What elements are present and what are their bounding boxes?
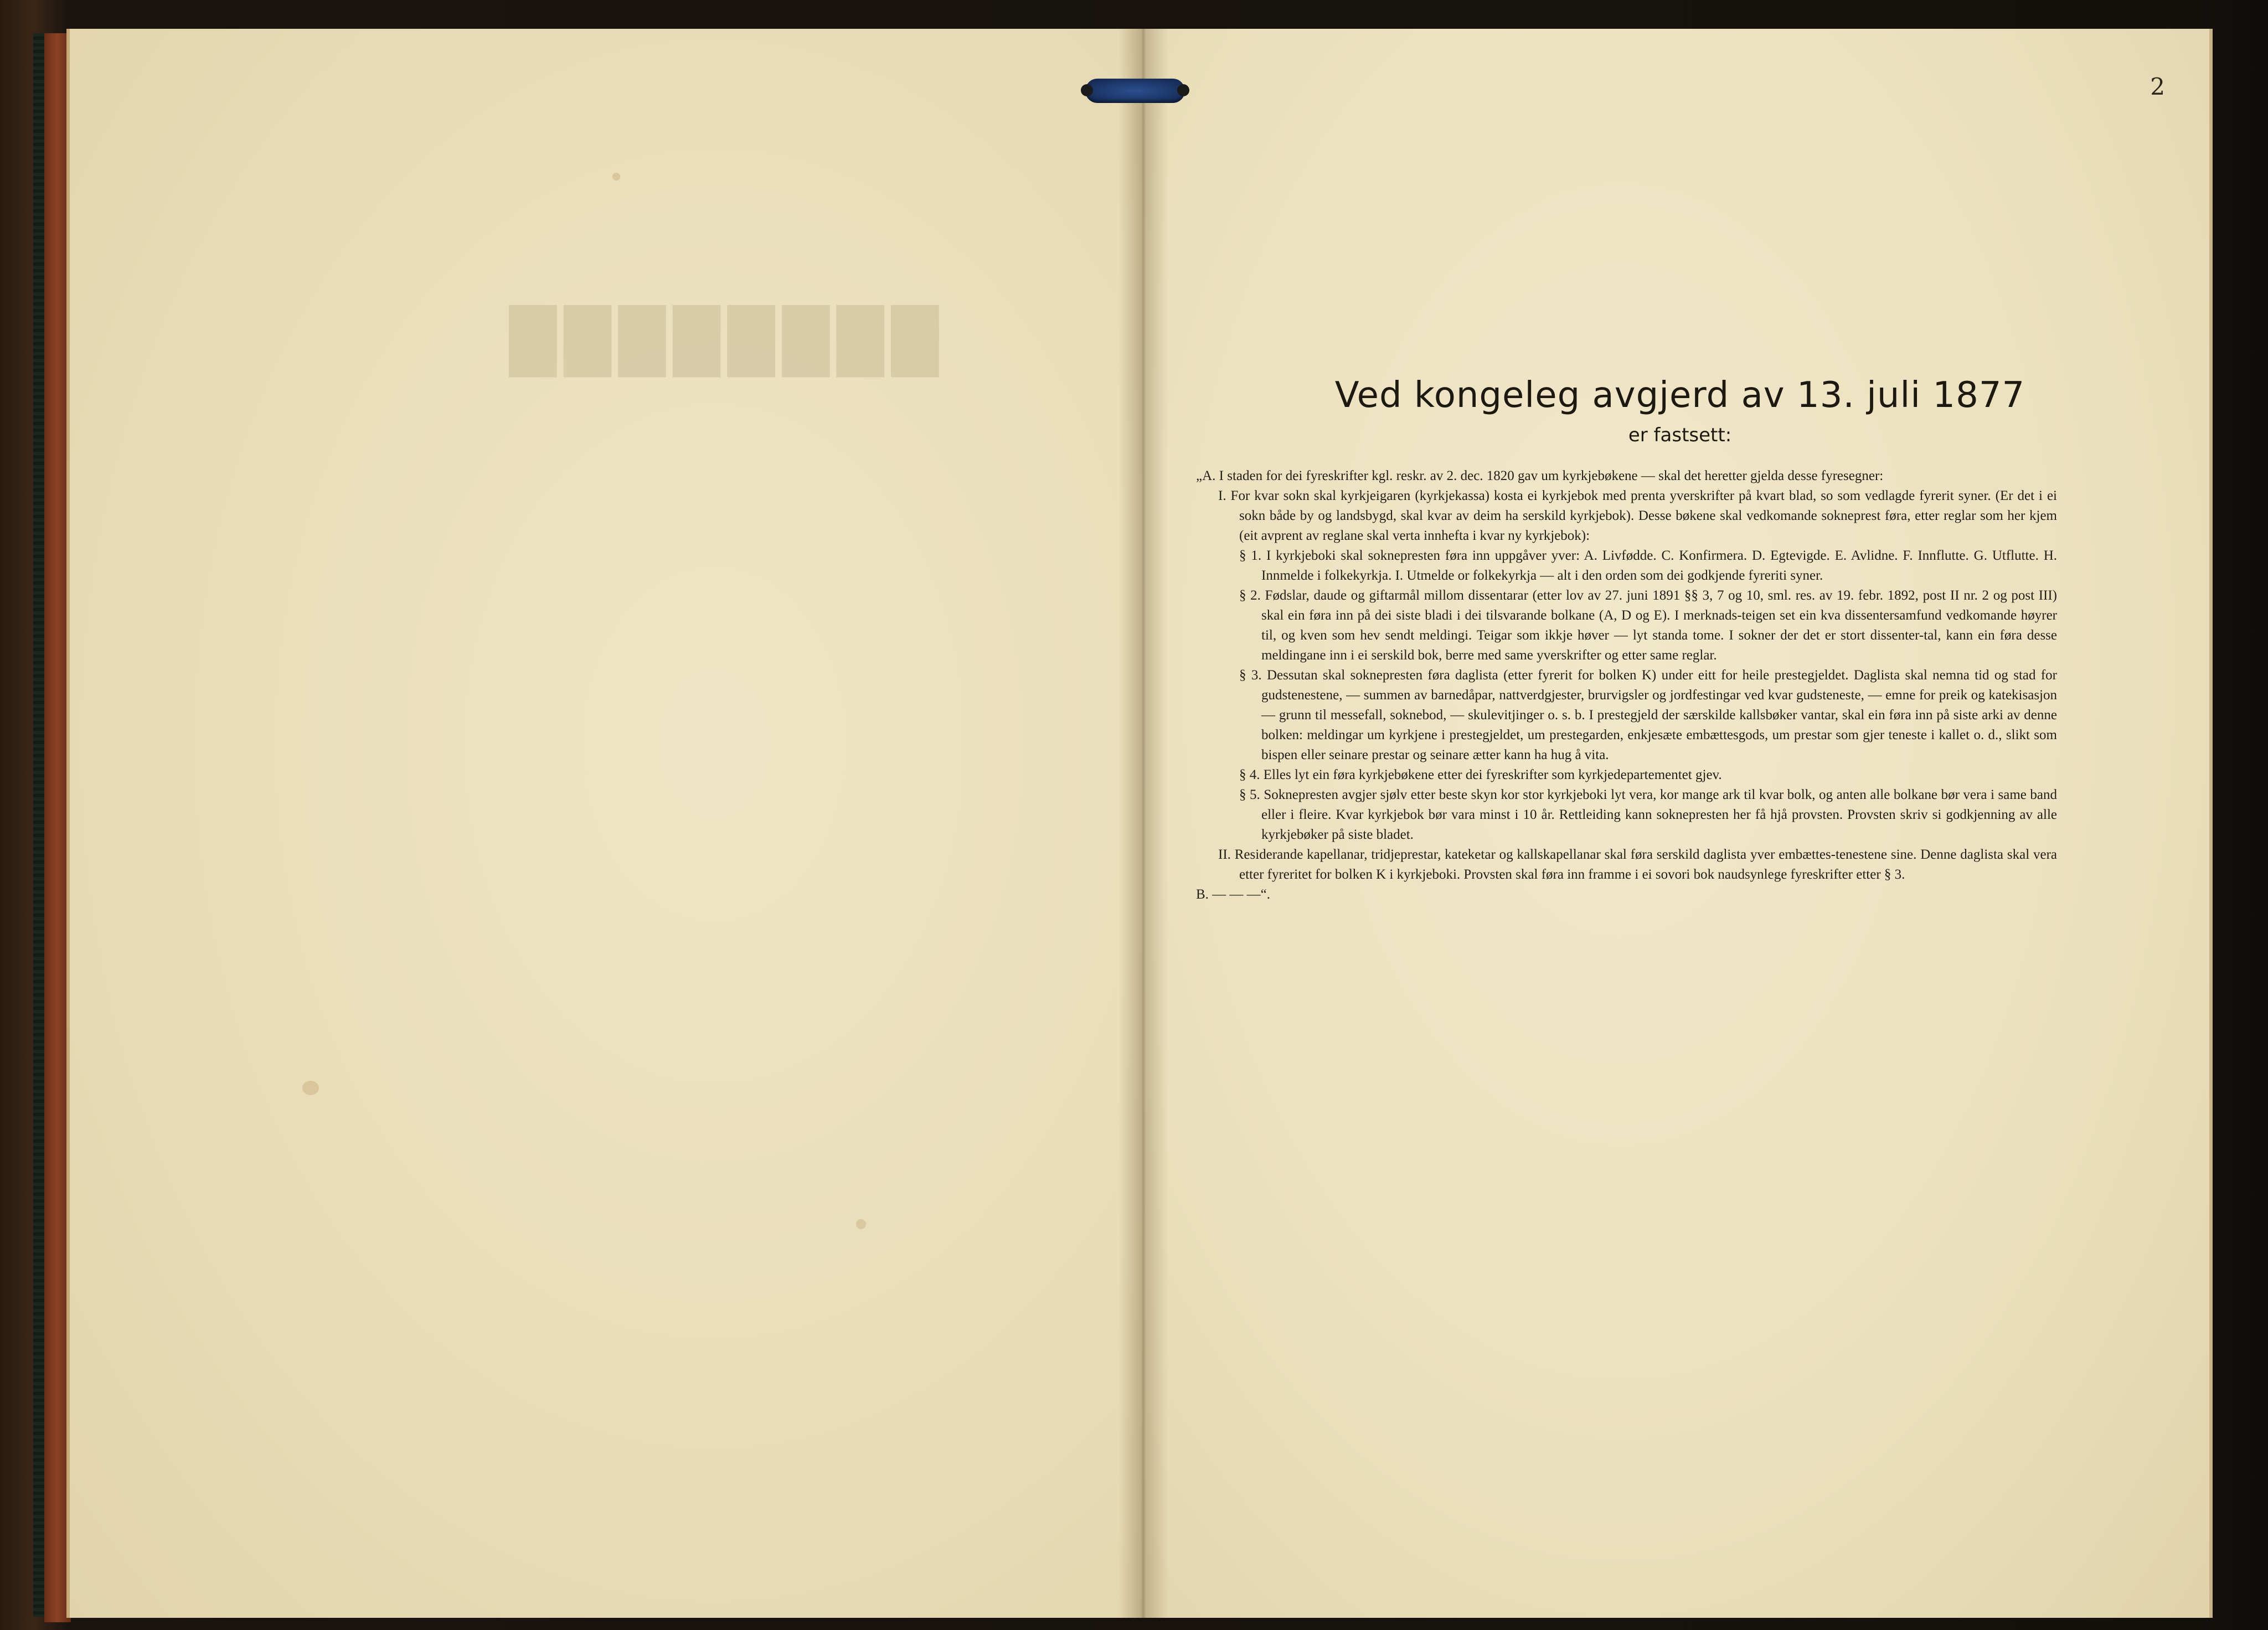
foxing-spot <box>856 1219 866 1229</box>
binding-thread <box>1085 79 1185 103</box>
book-spread <box>66 29 2209 1618</box>
page-title: Ved kongeleg avgjerd av 13. juli 1877 <box>1334 375 2025 416</box>
paragraph-b: B. — — —“. <box>1196 887 1271 902</box>
bleed-through-ghost: ████████ <box>502 306 939 376</box>
paragraph-section-1: § 1. I kyrkjeboki skal soknepresten føra inn uppgåver yver: A. Livfødde. C. Konfirmera. D. Egtevigde. E. Avlidne. F. Innflutte. G. Utflutte. H. Innmelde i folkekyrkja. I. Utmelde or folkekyrkja — alt i den orden som dei godkjende fyreriti syner. <box>1239 548 2057 583</box>
page-subtitle: er fastsett: <box>1628 424 1732 446</box>
paragraph-section-2: § 2. Fødslar, daude og giftarmål millom dissentarar (etter lov av 27. juni 1891 §§ 3, 7 og 10, sml. res. av 19. febr. 1892, post II nr. 2 og post III) skal ein føra inn på dei siste bladi i dei tilsvarande bolkane (A, D og E). I merknads-teigen set ein kva dissentersamfund vedkomande høyrer til, og kven som hev sendt meldingi. Teigar som ikkje høver — lyt standa tome. I sokner der det er stort dissenter-tal, kann ein føra desse meldingane inn i ei serskild bok, berre med same yverskrifter og etter same reglar. <box>1239 588 2057 663</box>
left-page <box>66 29 1144 1618</box>
page-number: 2 <box>2150 73 2165 100</box>
right-page <box>1141 29 2213 1618</box>
paragraph-section-5: § 5. Soknepresten avgjer sjølv etter beste skyn kor stor kyrkjeboki lyt vera, kor mange ark til kvar bolk, og anten alle bolkane bør vera i same band eller i fleire. Kvar kyrkjebok bør vara minst i 10 år. Rettleiding kann soknepresten her få hjå provsten. Provsten skriv si godkjenning av alle kyrkjebøker på siste bladet. <box>1239 787 2057 842</box>
paragraph-a: „A. I staden for dei fyreskrifter kgl. reskr. av 2. dec. 1820 gav um kyrkjebøkene — skal det heretter gjelda desse fyresegner: <box>1196 468 1884 483</box>
foxing-spot <box>302 1081 319 1095</box>
paragraph-i: I. For kvar sokn skal kyrkjeigaren (kyrkjekassa) kosta ei kyrkjebok med prenta yverskrifter på kvart blad, so som vedlagde fyrerit syner. (Er det i ei sokn både by og landsbygd, skal kvar av deim ha serskild kyrkjebok). Desse bøkene skal vedkomande sokneprest føra, etter reglar som her kjem (eit avprent av reglane skal verta innhefta i kvar ny kyrkjebok): <box>1218 488 2057 543</box>
book-gutter <box>1118 29 1168 1618</box>
paragraph-section-4: § 4. Elles lyt ein føra kyrkjebøkene etter dei fyreskrifter som kyrkjedepartementet gjev. <box>1239 767 1722 782</box>
regulation-text <box>1196 466 2057 905</box>
paragraph-section-3: § 3. Dessutan skal soknepresten føra daglista (etter fyrerit for bolken K) under eitt for heile prestegjeldet. Daglista skal nemna tid og stad for gudstenestene, — summen av barnedåpar, nattverdgjester, brurvigsler og jordfestingar ved kvar gudsteneste, — emne for preik og katekisasjon — grunn til messefall, soknebod, — skulevitjinger o. s. b. I prestegjeld der særskilde kallsbøker vantar, skal ein føra inn på siste arki av denne bolken: meldingar um kyrkjene i prestegjeldet, um prestegarden, enkjesæte embættesgods, um prestar som gjer teneste i kallet o. d., slikt som bispen eller seinare prestar og seinare ætter kann ha hug å vita. <box>1239 668 2057 762</box>
foxing-spot <box>612 173 620 180</box>
paragraph-ii: II. Residerande kapellanar, tridjeprestar, kateketar og kallskapellanar skal føra serskild daglista yver embættes-tenestene sine. Denne daglista skal vera etter fyreritet for bolken K i kyrkjeboki. Provsten skal føra inn framme i ei sovori bok naudsynlege fyreskrifter etter § 3. <box>1218 847 2057 882</box>
